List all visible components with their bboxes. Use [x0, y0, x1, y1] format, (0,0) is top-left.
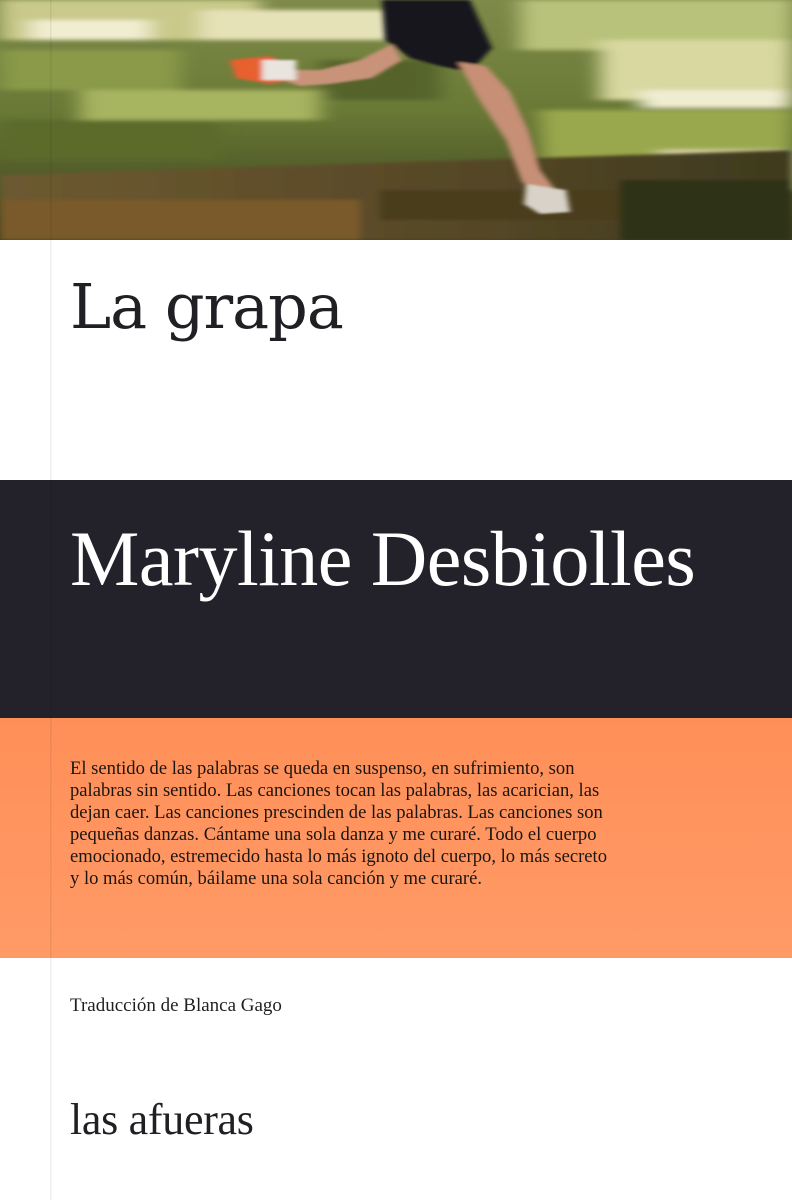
blurb-line: palabras sin sentido. Las canciones tocan las palabras, las acarician, las [70, 780, 600, 801]
blurb-line: y lo más común, báilame una sola canción y me curaré. [70, 868, 483, 889]
spine-fold-line [50, 0, 52, 1200]
translator-credit: Traducción de Blanca Gago [70, 995, 282, 1016]
blurb-line: pequeñas danzas. Cántame una sola danza y me curaré. Todo el cuerpo [70, 824, 597, 845]
blurb-line: El sentido de las palabras se queda en suspenso, en sufrimiento, son [70, 758, 575, 779]
blurb-text [70, 758, 730, 890]
runner-photo-illustration [0, 0, 792, 240]
author-name: Maryline Desbiolles [70, 515, 696, 602]
book-title: La grapa [70, 270, 343, 343]
cover-photo [0, 0, 792, 240]
blurb-band [0, 718, 792, 958]
blurb-line: dejan caer. Las canciones prescinden de las palabras. Las canciones son [70, 802, 603, 823]
blurb-line: emocionado, estremecido hasta lo más ignoto del cuerpo, lo más secreto [70, 846, 607, 867]
publisher-name: las afueras [70, 1095, 254, 1144]
author-band [0, 480, 792, 718]
